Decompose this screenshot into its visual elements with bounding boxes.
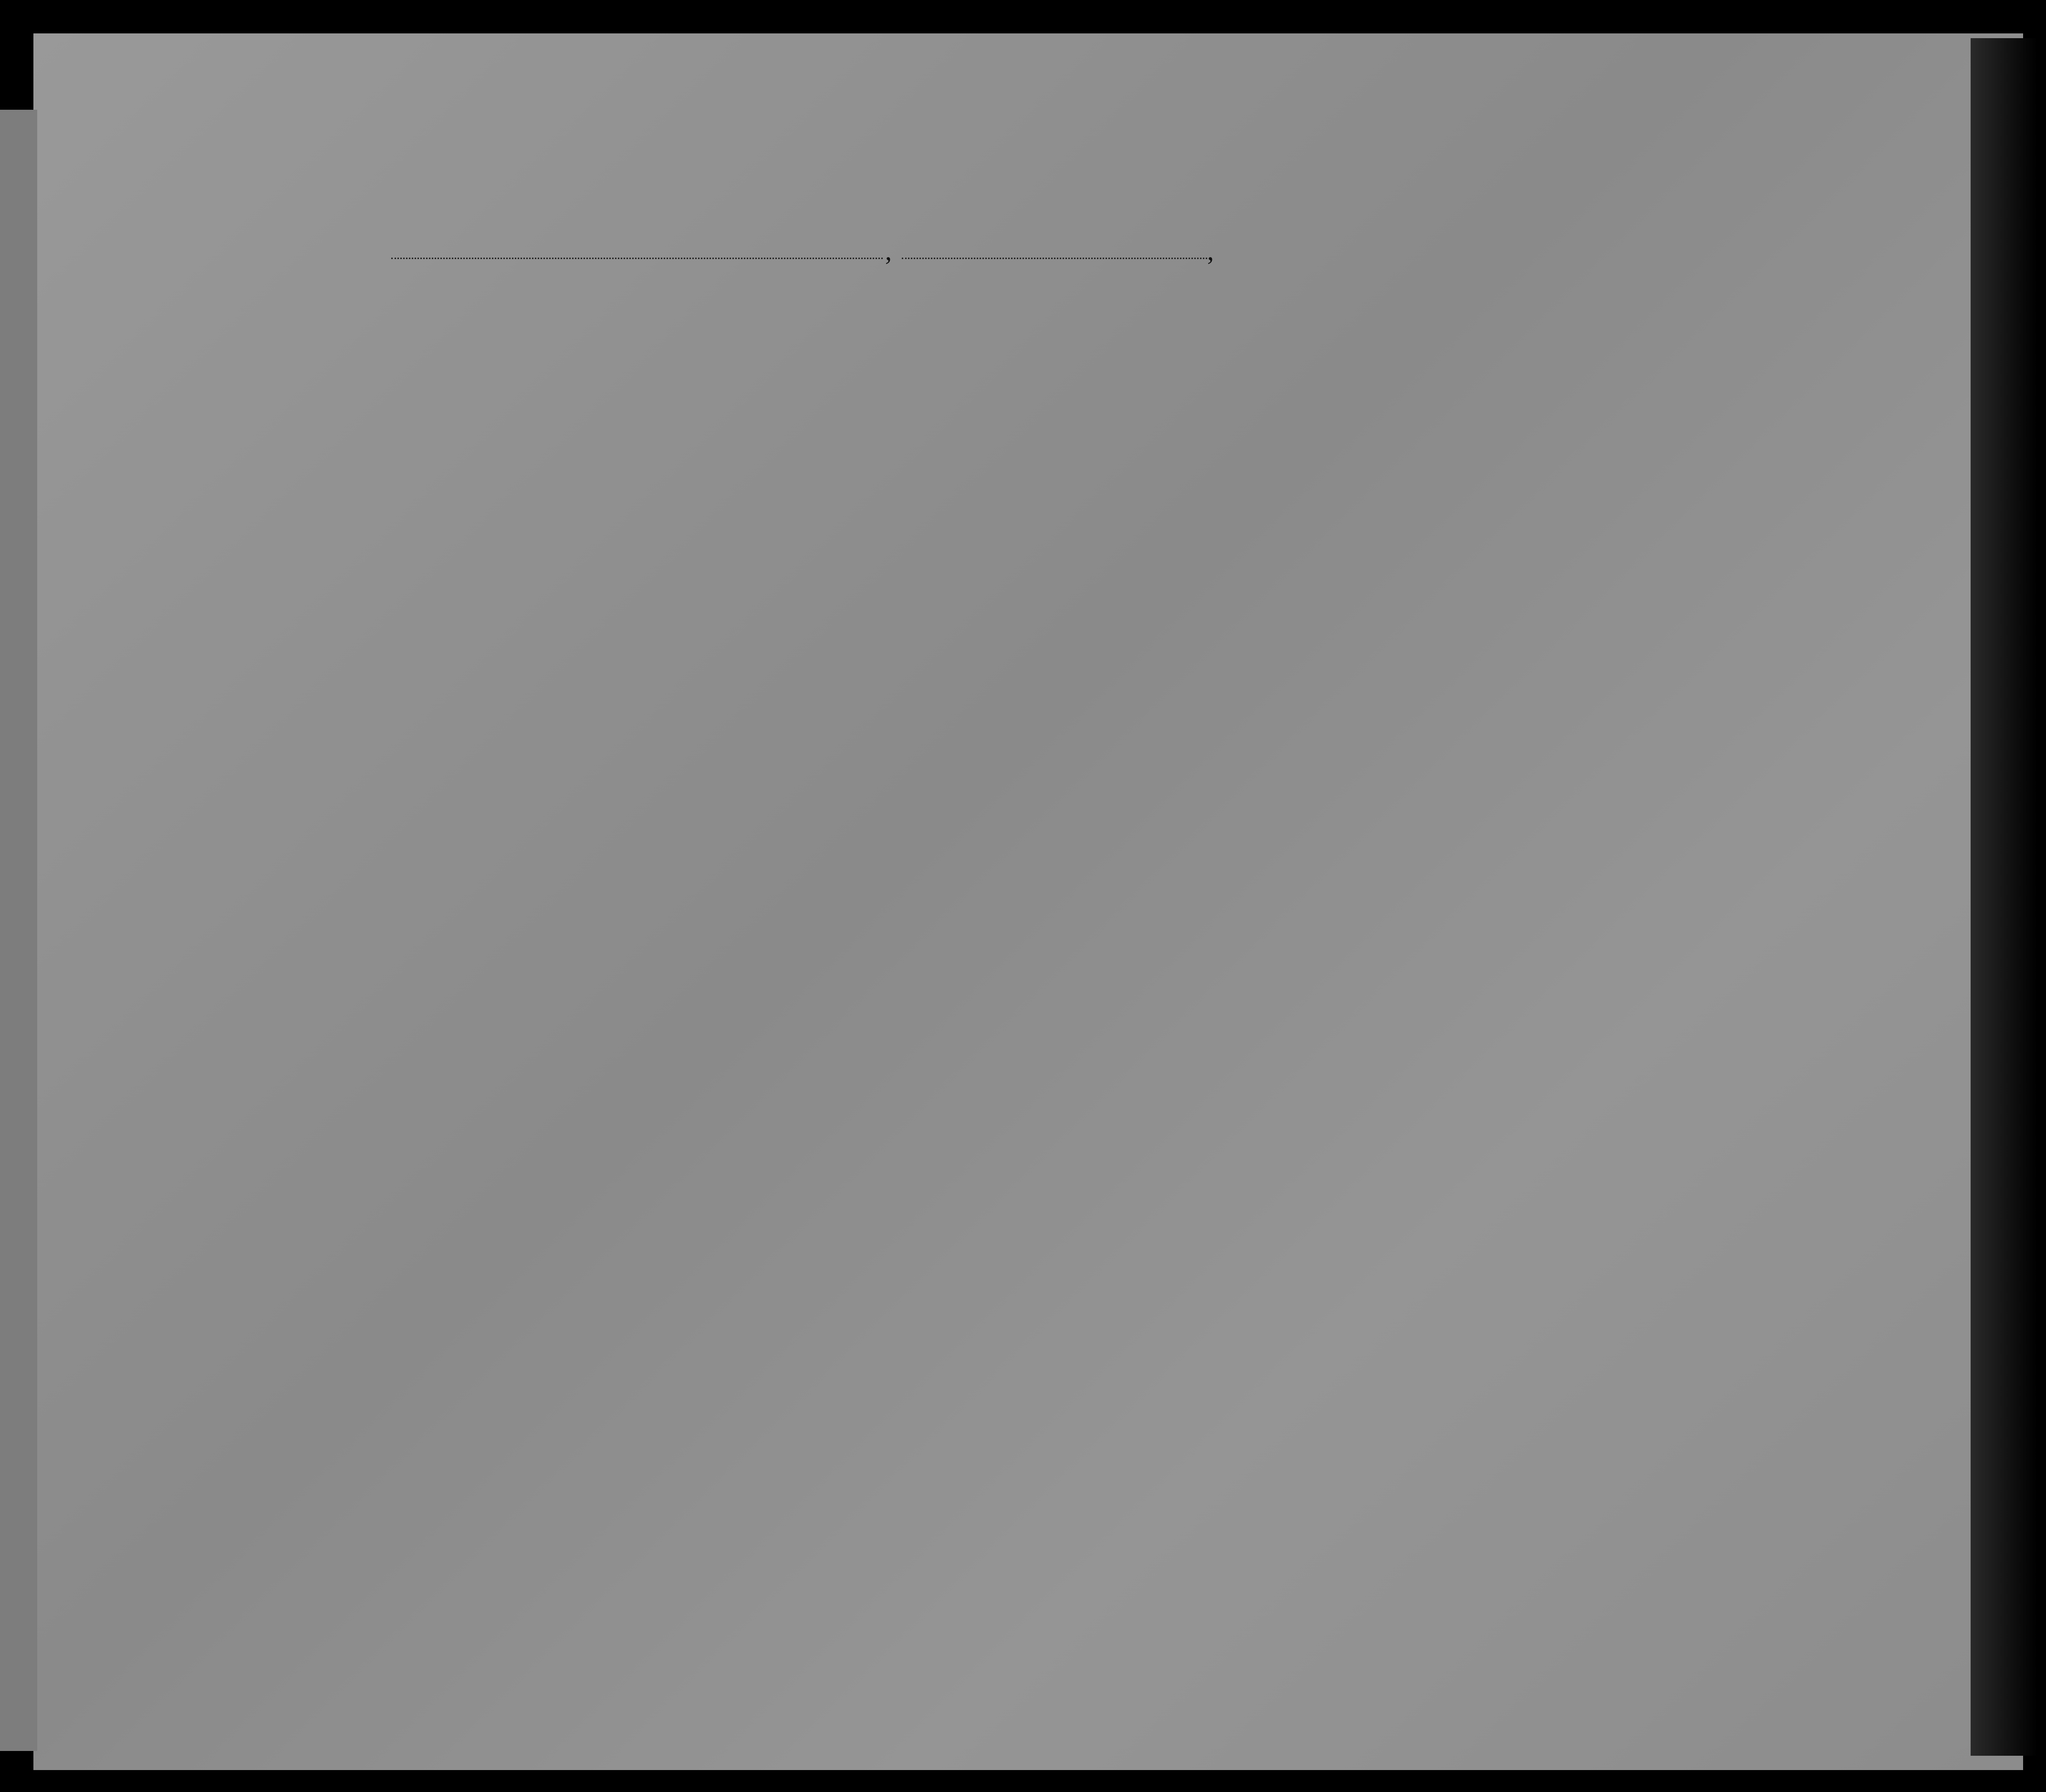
comma-2: ,	[1207, 237, 1214, 266]
comma-1: ,	[885, 237, 892, 266]
